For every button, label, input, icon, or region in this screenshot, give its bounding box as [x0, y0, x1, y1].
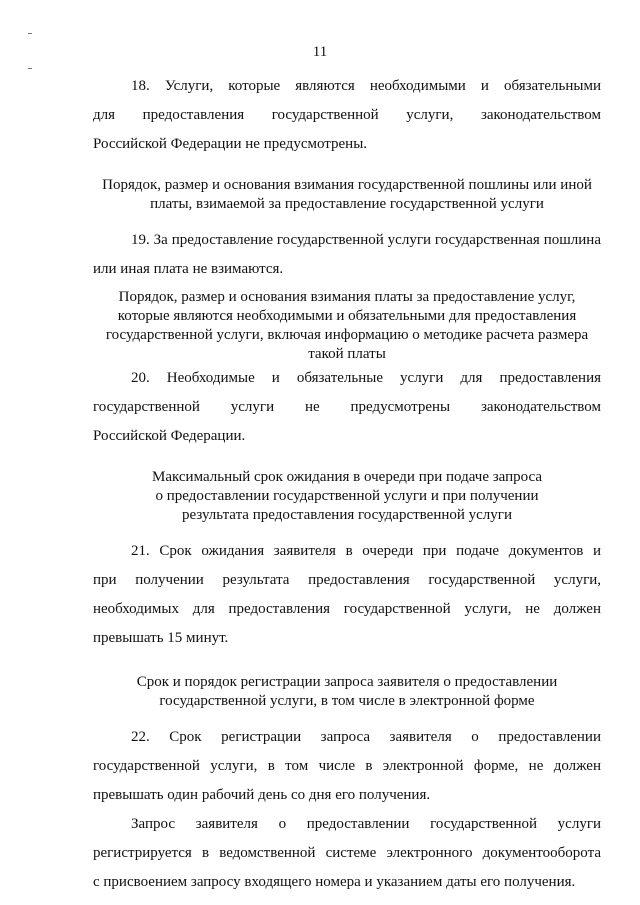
heading-line: государственной услуги, в том числе в электронной форме — [159, 693, 535, 709]
paragraph-22 — [93, 723, 601, 810]
paragraph-line: при получении результата предоставления государственной услуги, — [93, 572, 601, 588]
heading-line: результата предоставления государственной услуги — [182, 507, 512, 523]
heading-line: государственной услуги, включая информацию о методике расчета размера — [105, 327, 589, 343]
heading-line: Срок и порядок регистрации запроса заявителя о предоставлении — [136, 674, 558, 690]
heading-line: Максимальный срок ожидания в очереди при подаче запроса — [151, 469, 543, 485]
paragraph-line: государственной услуги не предусмотрены законодательством — [93, 399, 601, 415]
section-heading-registration — [93, 673, 601, 711]
paragraph-line: Российской Федерации. — [93, 428, 246, 444]
paragraph-line: для предоставления государственной услуги, законодательством — [93, 107, 601, 123]
paragraph-line: 19. За предоставление государственной услуги государственная пошлина — [131, 232, 601, 248]
paragraph-18 — [93, 72, 601, 159]
paragraph-23 — [93, 810, 601, 897]
section-heading-fee-for-services — [93, 288, 601, 364]
scan-mark — [28, 33, 32, 34]
page-number: 11 — [312, 44, 328, 60]
paragraph-line: 21. Срок ожидания заявителя в очереди при подаче документов и — [131, 543, 601, 559]
paragraph-20 — [93, 364, 601, 451]
paragraph-line: Российской Федерации не предусмотрены. — [93, 136, 368, 152]
heading-line: такой платы — [308, 346, 386, 362]
paragraph-line: государственной услуги, в том числе в электронной форме, не должен — [93, 758, 601, 774]
paragraph-line: регистрируется в ведомственной системе электронного документооборота — [93, 845, 601, 861]
heading-line: Порядок, размер и основания взимания государственной пошлины или иной — [102, 177, 592, 193]
paragraph-line: необходимых для предоставления государственной услуги, не должен — [93, 601, 601, 617]
heading-line: которые являются необходимыми и обязательными для предоставления — [117, 308, 577, 324]
paragraph-line: превышать один рабочий день со дня его получения. — [93, 787, 431, 803]
document-body — [93, 72, 601, 897]
paragraph-19 — [93, 226, 601, 284]
paragraph-line: превышать 15 минут. — [93, 630, 229, 646]
section-heading-state-fee — [93, 176, 601, 214]
heading-line: Порядок, размер и основания взимания платы за предоставление услуг, — [118, 289, 576, 305]
paragraph-21 — [93, 537, 601, 653]
heading-line: платы, взимаемой за предоставление государственной услуги — [150, 196, 544, 212]
paragraph-line: 22. Срок регистрации запроса заявителя о предоставлении — [131, 729, 601, 745]
paragraph-line: 20. Необходимые и обязательные услуги для предоставления — [131, 370, 601, 386]
paragraph-line: 18. Услуги, которые являются необходимыми и обязательными — [131, 78, 601, 94]
scan-mark — [28, 68, 32, 69]
paragraph-line: Запрос заявителя о предоставлении государственной услуги — [131, 816, 601, 832]
section-heading-queue-time — [93, 468, 601, 525]
heading-line: о предоставлении государственной услуги и при получении — [155, 488, 539, 504]
paragraph-line: с присвоением запросу входящего номера и указанием даты его получения. — [93, 874, 576, 890]
paragraph-line: или иная плата не взимаются. — [93, 261, 284, 277]
